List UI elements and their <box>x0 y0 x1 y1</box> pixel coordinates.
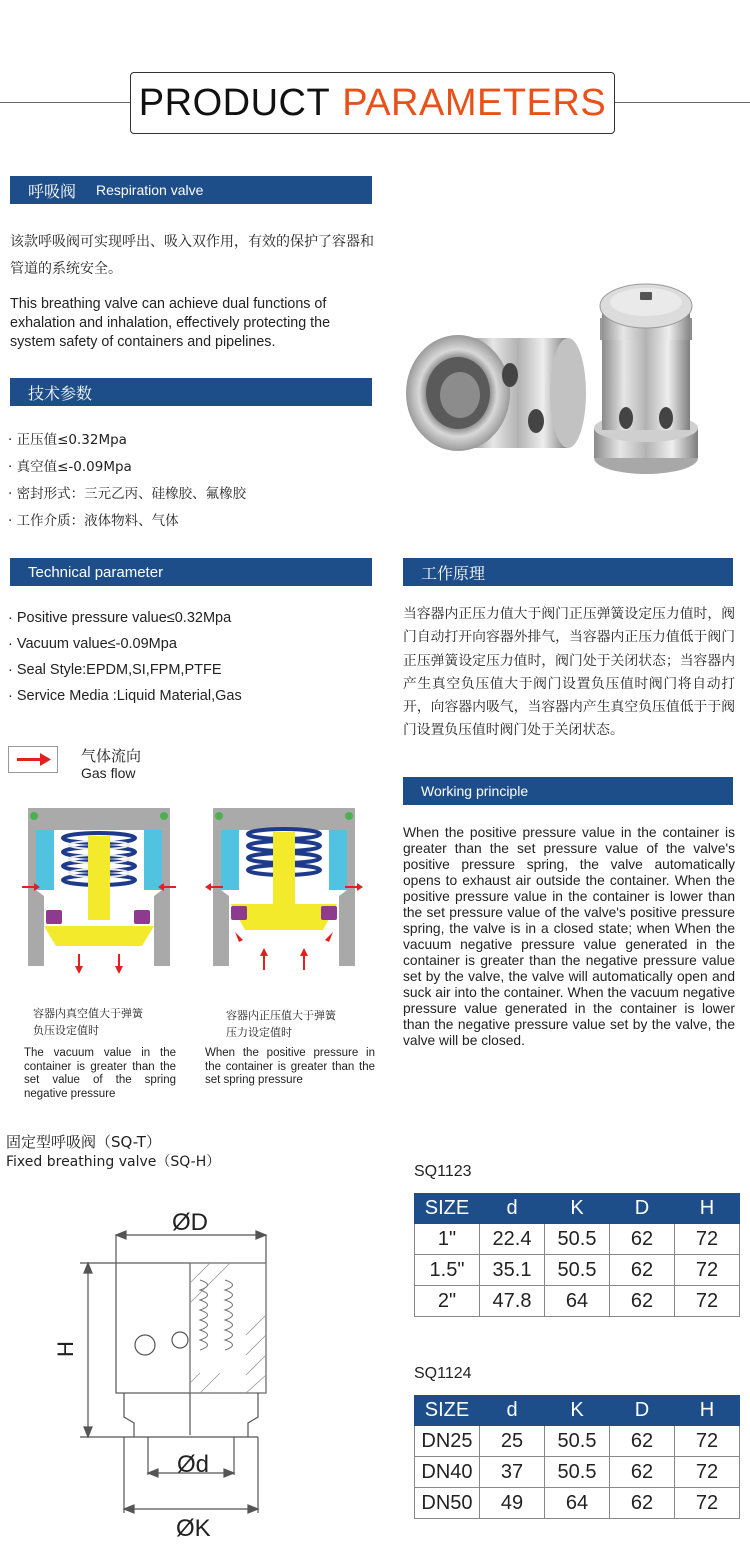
table-row <box>415 1286 740 1317</box>
table-row <box>415 1255 740 1286</box>
table-cell: DN50 <box>415 1488 480 1519</box>
tech-cn-bar <box>10 378 372 406</box>
table-cell: 50.5 <box>545 1224 610 1255</box>
spec-table-sq1124 <box>414 1395 740 1519</box>
diagram-vacuum <box>22 806 180 976</box>
table-cell: 50.5 <box>545 1426 610 1457</box>
principle-en-bar <box>403 777 733 805</box>
header-line-left <box>0 102 130 103</box>
table-row <box>415 1488 740 1519</box>
col-dd: D <box>610 1396 675 1426</box>
table-cell: 72 <box>675 1224 740 1255</box>
col-h: H <box>675 1194 740 1224</box>
principle-cn-text: 当容器内正压力值大于阀门正压弹簧设定压力值时，阀门自动打开向容器外排气，当容器内正压力值低于阀门正压弹簧设定压力值时，阀门处于关闭状态；当容器内产生真空负压值大于阀门设置负压值时阀门将自动打开，向容器内吸气，当容器内产生真空负压值低于于阀门设置负压值时阀门处于关闭状态。 <box>403 606 735 739</box>
dimension-drawing <box>50 1205 290 1550</box>
table-cell: 64 <box>545 1286 610 1317</box>
gas-flow-cn: 气体流向 <box>81 747 142 765</box>
product-photo <box>398 278 720 490</box>
table-header-row <box>415 1396 740 1426</box>
table-cell: 37 <box>480 1457 545 1488</box>
table-cell: 2" <box>415 1286 480 1317</box>
intro-text-en: This breathing valve can achieve dual functions of exhalation and inhalation, effectively protecting the system safety of containers and pipelines. <box>10 296 331 350</box>
intro-title-cn: 呼吸阀 <box>28 181 77 201</box>
diagram-left-cn: 容器内真空值大于弹簧负压设定值时 <box>33 1007 143 1037</box>
principle-en-title: Working principle <box>421 783 529 799</box>
list-item: · 真空值≤-0.09Mpa <box>8 459 132 475</box>
table-cell: 62 <box>610 1426 675 1457</box>
tech-en-title: Technical parameter <box>28 563 164 581</box>
diagram-positive <box>205 806 363 976</box>
table-cell: 72 <box>675 1286 740 1317</box>
list-item: · Vacuum value≤-0.09Mpa <box>8 636 177 652</box>
table-cell: 72 <box>675 1457 740 1488</box>
fixed-title-en: Fixed breathing valve（SQ-H） <box>6 1154 221 1170</box>
table-header-row <box>415 1194 740 1224</box>
table-row <box>415 1426 740 1457</box>
dim-ok-label: ØK <box>176 1515 211 1542</box>
col-h: H <box>675 1396 740 1426</box>
table-cell: 25 <box>480 1426 545 1457</box>
dim-od-label: ØD <box>172 1209 208 1236</box>
intro-title-en: Respiration valve <box>96 182 204 198</box>
table-cell: 1" <box>415 1224 480 1255</box>
spec-table-sq1123 <box>414 1193 740 1317</box>
table-cell: 62 <box>610 1488 675 1519</box>
principle-cn-bar <box>403 558 733 586</box>
table-cell: 49 <box>480 1488 545 1519</box>
principle-cn-title: 工作原理 <box>421 563 486 583</box>
table-cell: 64 <box>545 1488 610 1519</box>
col-d: d <box>480 1396 545 1426</box>
table-cell: 50.5 <box>545 1255 610 1286</box>
table-cell: 22.4 <box>480 1224 545 1255</box>
header-line-right <box>615 102 750 103</box>
table-cell: DN25 <box>415 1426 480 1457</box>
table-cell: 62 <box>610 1457 675 1488</box>
list-item: · Positive pressure value≤0.32Mpa <box>8 610 232 626</box>
red-arrow-icon <box>9 747 57 772</box>
list-item: · Seal Style:EPDM,SI,FPM,PTFE <box>8 662 222 678</box>
gas-flow-en: Gas flow <box>81 765 136 781</box>
list-item: · 密封形式：三元乙丙、硅橡胶、氟橡胶 <box>8 486 247 502</box>
gas-flow-legend-box <box>8 746 58 773</box>
diagram-right-en: When the positive pressure in the container is greater than the set spring pressure <box>205 1047 375 1086</box>
table-cell: 50.5 <box>545 1457 610 1488</box>
table-cell: 62 <box>610 1255 675 1286</box>
fixed-title-cn: 固定型呼吸阀（SQ-T） <box>6 1133 161 1151</box>
title-word-parameters: PARAMETERS <box>342 81 607 124</box>
diagram-left-en: The vacuum value in the container is greater than the set value of the spring negative pressure <box>24 1047 176 1100</box>
dim-h-label: H <box>52 1341 78 1357</box>
table-cell: DN40 <box>415 1457 480 1488</box>
col-k: K <box>545 1194 610 1224</box>
table-cell: 35.1 <box>480 1255 545 1286</box>
intro-text-cn: 该款呼吸阀可实现呼出、吸入双作用，有效的保护了容器和管道的系统安全。 <box>10 234 374 277</box>
table-cell: 72 <box>675 1426 740 1457</box>
col-size: SIZE <box>415 1396 480 1426</box>
table-row <box>415 1224 740 1255</box>
list-item: · 正压值≤0.32Mpa <box>8 432 127 448</box>
intro-bar <box>10 176 372 204</box>
table2-title: SQ1124 <box>414 1365 472 1382</box>
col-size: SIZE <box>415 1194 480 1224</box>
table-cell: 1.5" <box>415 1255 480 1286</box>
table-cell: 72 <box>675 1488 740 1519</box>
list-item: · 工作介质：液体物料、气体 <box>8 513 179 529</box>
col-d: d <box>480 1194 545 1224</box>
dim-id-label: Ød <box>177 1451 210 1478</box>
col-dd: D <box>610 1194 675 1224</box>
principle-en-text: When the positive pressure value in the container is greater than the set pressure value of the valve's positive pressure spring, the valve automatically opens to exhaust air outside the container. When the positive pressure value in the container is lower than the set pressure value of the valve's positive pressure spring, the valve is in a closed state; when When the vacuum negative pressure value generated in the container is greater than the negative pressure value set by the valve, the valve will automatically open and suck air into the container. When the vacuum negative pressure value generated in the container is lower than the negative pressure value set by the valve, the valve will be closed. <box>403 825 735 1048</box>
table-cell: 47.8 <box>480 1286 545 1317</box>
table-cell: 62 <box>610 1286 675 1317</box>
tech-cn-list <box>8 427 246 535</box>
tech-en-bar <box>10 558 372 586</box>
diagram-right-cn: 容器内正压值大于弹簧压力设定值时 <box>226 1009 336 1039</box>
tech-cn-title: 技术参数 <box>28 383 93 403</box>
table-row <box>415 1457 740 1488</box>
table-cell: 62 <box>610 1224 675 1255</box>
col-k: K <box>545 1396 610 1426</box>
tech-en-list <box>8 605 242 709</box>
list-item: · Service Media :Liquid Material,Gas <box>8 688 242 704</box>
page-title <box>130 72 615 134</box>
title-word-product: PRODUCT <box>138 81 331 124</box>
table-cell: 72 <box>675 1255 740 1286</box>
table1-title: SQ1123 <box>414 1163 472 1180</box>
